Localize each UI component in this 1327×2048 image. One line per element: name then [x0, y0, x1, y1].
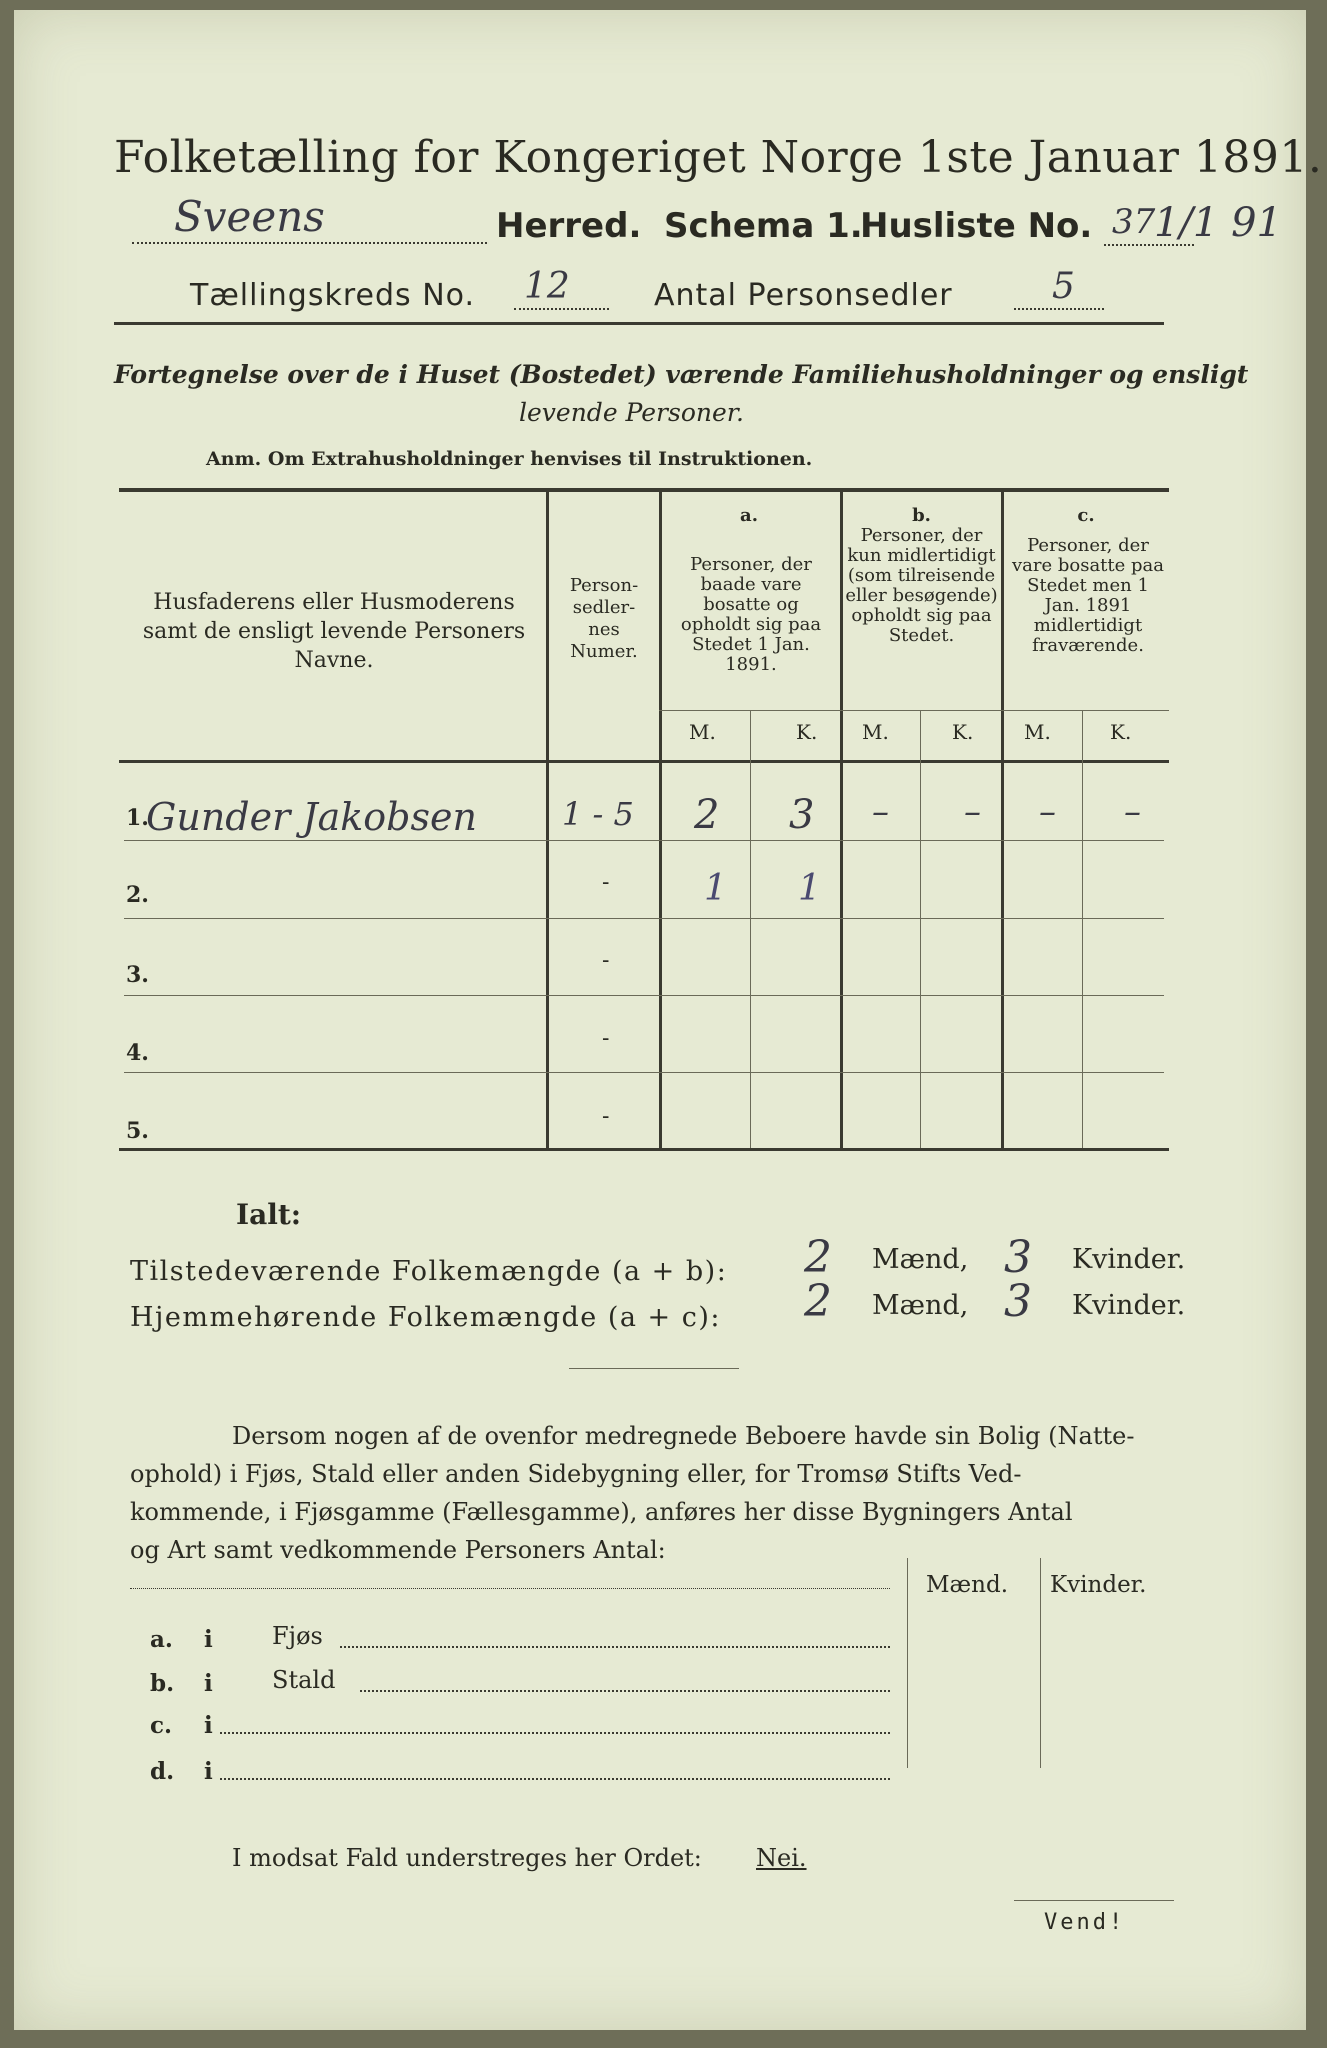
- row-rule-2: [124, 918, 1164, 919]
- item-letter: a.: [150, 1626, 173, 1653]
- vend-text: Vend!: [1044, 1910, 1126, 1935]
- col-divider-2: [659, 490, 662, 1148]
- form-title: Folketælling for Kongeriget Norge 1ste Januar 1891.: [114, 132, 1323, 183]
- bottom-divider-1: [907, 1558, 908, 1768]
- item-label: Stald: [272, 1666, 336, 1694]
- hjem-label: Hjemmehørende Folkemængde (a + c):: [130, 1302, 721, 1333]
- row-number: 2.: [126, 882, 149, 908]
- hjem-maend: Mænd,: [872, 1290, 969, 1321]
- row-c-m: –: [1039, 792, 1056, 832]
- intro-line1: Fortegnelse over de i Huset (Bostedet) værende Familiehusholdninger og ensligt: [114, 360, 1249, 389]
- hjem-m: 2: [804, 1276, 832, 1327]
- row-name: Gunder Jakobsen: [146, 795, 477, 839]
- table-top-rule: [119, 488, 1169, 492]
- row-rule-1: [124, 840, 1164, 841]
- row-a-k: 1: [798, 868, 821, 909]
- husliste-label: Husliste No.: [860, 206, 1093, 246]
- item-line: [360, 1690, 890, 1692]
- tilst-maend: Mænd,: [872, 1244, 969, 1275]
- mk-rule: [659, 710, 1169, 711]
- schema-label: Schema 1.: [664, 206, 863, 246]
- row-a-m: 2: [694, 792, 720, 838]
- para-line4: og Art samt vedkommende Personers Antal:: [130, 1536, 666, 1564]
- row-number: 5.: [126, 1118, 149, 1144]
- col-letter-b: b.: [912, 505, 931, 526]
- vend-rule: [1014, 1900, 1174, 1901]
- col-divider-b: [920, 710, 921, 1148]
- row-rule-3: [124, 995, 1164, 996]
- row-numer: -: [602, 870, 610, 895]
- item-line: [220, 1778, 890, 1780]
- col-head-b: Personer, der kun midlertidigt (som tilreisende eller besøgende) opholdt sig paa Stedet.: [845, 525, 998, 646]
- row-numer: -: [602, 1026, 610, 1051]
- col-head-names: Husfaderens eller Husmoderens samt de ensligt levende Personers Navne.: [142, 590, 526, 673]
- para-line3: kommende, i Fjøsgamme (Fællesgamme), anføres her disse Bygningers Antal: [130, 1498, 1073, 1526]
- tilst-label: Tilstedeværende Folkemængde (a + b):: [130, 1256, 728, 1287]
- nei-word: Nei.: [756, 1844, 807, 1872]
- maend-head: Mænd.: [926, 1572, 1009, 1598]
- col-head-numer: Person-sedler-nes Numer.: [569, 575, 639, 662]
- col-divider-a: [750, 710, 751, 1148]
- col-divider-c: [1082, 710, 1083, 1148]
- anm-note: Anm. Om Extrahusholdninger henvises til Instruktionen.: [206, 448, 813, 470]
- col-c-m: M.: [1024, 720, 1051, 744]
- col-head-c: Personer, der vare bosatte paa Stedet men 1 Jan. 1891 midlertidigt fraværende.: [1011, 535, 1165, 656]
- col-b-k: K.: [952, 720, 974, 744]
- date-note: 1/1 91: [1154, 200, 1282, 246]
- herred-label: Herred.: [496, 206, 642, 246]
- row-number: 3.: [126, 962, 149, 988]
- tilst-k: 3: [1004, 1232, 1032, 1283]
- bottom-divider-2: [1040, 1558, 1041, 1768]
- para-line2: ophold) i Fjøs, Stald eller anden Sidebygning eller, for Tromsø Stifts Ved-: [130, 1460, 1022, 1488]
- row-a-m: 1: [704, 868, 727, 909]
- hjem-k: 3: [1004, 1276, 1032, 1327]
- modsat-text: I modsat Fald understreges her Ordet:: [232, 1844, 702, 1872]
- row-c-k: –: [1124, 792, 1141, 832]
- col-divider-1: [546, 490, 549, 1148]
- personsedler-label: Antal Personsedler: [654, 278, 953, 313]
- header-rule: [114, 322, 1164, 325]
- kreds-label: Tællingskreds No.: [190, 278, 475, 313]
- ialt-label: Ialt:: [236, 1198, 302, 1231]
- husliste-value: 37: [1112, 202, 1156, 242]
- item-label: Fjøs: [272, 1622, 323, 1650]
- col-divider-3: [840, 490, 843, 1148]
- item-line: [220, 1732, 890, 1734]
- item-i: i: [204, 1670, 213, 1697]
- row-b-k: –: [964, 792, 981, 832]
- personsedler-value: 5: [1052, 266, 1075, 307]
- item-letter: d.: [150, 1758, 175, 1785]
- col-divider-4: [1001, 490, 1004, 1148]
- col-c-k: K.: [1110, 720, 1132, 744]
- item-letter: c.: [150, 1712, 173, 1739]
- kreds-line: [514, 308, 609, 310]
- col-a-m: M.: [689, 720, 716, 744]
- herred-value: Sveens: [174, 192, 325, 241]
- row-b-m: –: [872, 792, 889, 832]
- tilst-m: 2: [804, 1232, 832, 1283]
- separator-rule: [569, 1368, 739, 1369]
- tilst-kvinder: Kvinder.: [1072, 1244, 1186, 1275]
- col-letter-a: a.: [740, 505, 758, 526]
- col-b-m: M.: [862, 720, 889, 744]
- item-i: i: [204, 1626, 213, 1653]
- col-letter-c: c.: [1077, 505, 1095, 526]
- item-i: i: [204, 1712, 213, 1739]
- intro-line2: levende Personer.: [519, 398, 744, 427]
- table-header-rule: [119, 760, 1169, 763]
- kreds-value: 12: [524, 266, 570, 307]
- kvinder-head: Kvinder.: [1050, 1572, 1147, 1598]
- census-form-page: [14, 10, 1323, 2030]
- personsedler-line: [1014, 308, 1104, 310]
- row-numer: -: [602, 1104, 610, 1129]
- col-head-a: Personer, der baade vare bosatte og opholdt sig paa Stedet 1 Jan. 1891.: [680, 554, 822, 675]
- herred-line: [132, 242, 487, 244]
- row-number: 4.: [126, 1040, 149, 1066]
- bottom-dotted-rule: [130, 1588, 890, 1589]
- row-number: 1.: [126, 805, 149, 831]
- item-i: i: [204, 1758, 213, 1785]
- row-a-k: 3: [789, 792, 815, 838]
- item-letter: b.: [150, 1670, 175, 1697]
- item-line: [340, 1646, 890, 1648]
- col-a-k: K.: [796, 720, 818, 744]
- table-bottom-rule: [119, 1148, 1169, 1151]
- para-line1: Dersom nogen af de ovenfor medregnede Beboere havde sin Bolig (Natte-: [232, 1422, 1135, 1450]
- row-numer: -: [602, 948, 610, 973]
- hjem-kvinder: Kvinder.: [1072, 1290, 1186, 1321]
- row-rule-4: [124, 1072, 1164, 1073]
- row-numer: 1 - 5: [562, 795, 634, 833]
